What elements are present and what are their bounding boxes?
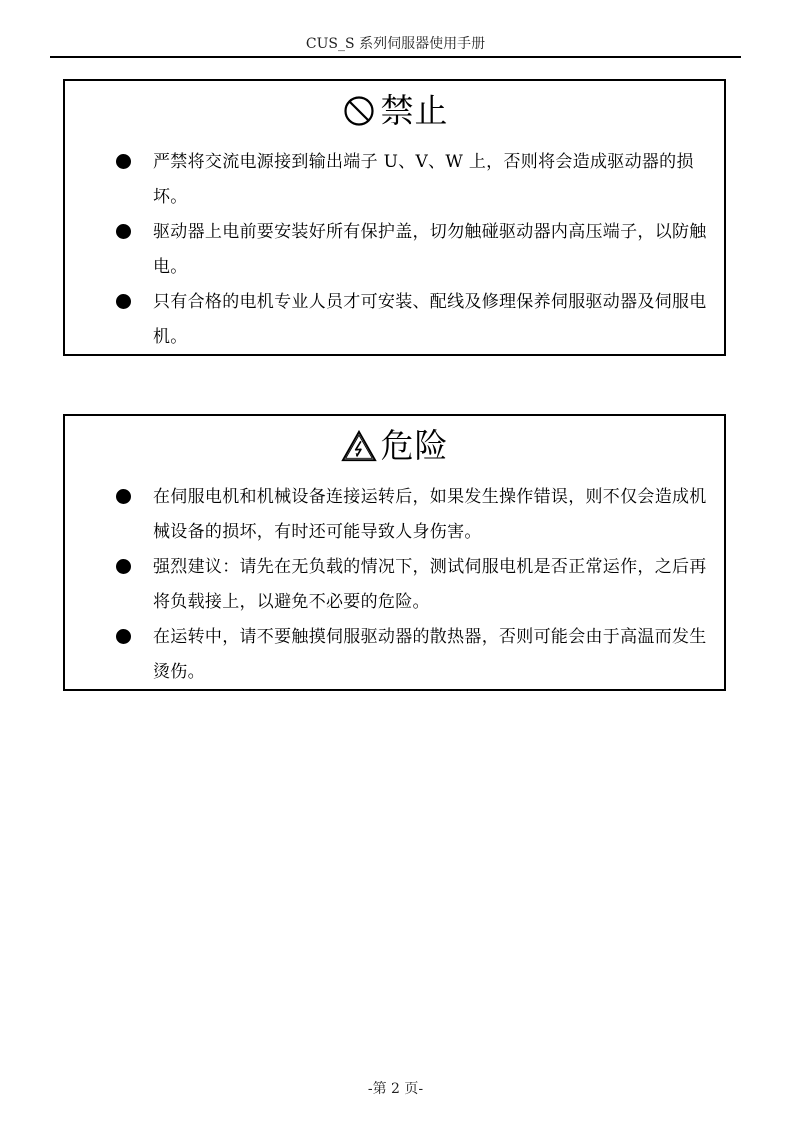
bullet-icon bbox=[116, 224, 131, 239]
prohibited-notice-box bbox=[63, 79, 726, 356]
bullet-icon bbox=[116, 559, 131, 574]
list-item-text: 严禁将交流电源接到输出端子 U、V、W 上，否则将会造成驱动器的损坏。 bbox=[153, 152, 694, 207]
list-item bbox=[65, 620, 724, 690]
danger-notice-box bbox=[63, 414, 726, 691]
list-item-text: 在伺服电机和机械设备连接运转后，如果发生操作错误，则不仅会造成机械设备的损坏，有时还可能导致人身伤害。 bbox=[153, 487, 707, 542]
bullet-icon bbox=[116, 629, 131, 644]
page-number: -第 2 页- bbox=[367, 1081, 424, 1097]
list-item-text: 强烈建议：请先在无负载的情况下，测试伺服电机是否正常运作，之后再将负载接上，以避免不必要的危险。 bbox=[153, 557, 707, 612]
bullet-icon bbox=[116, 294, 131, 309]
list-item bbox=[65, 480, 724, 550]
list-item bbox=[65, 550, 724, 620]
bullet-icon bbox=[116, 154, 131, 169]
bullet-icon bbox=[116, 489, 131, 504]
high-voltage-warning-icon bbox=[341, 428, 377, 464]
prohibited-heading bbox=[65, 89, 724, 133]
danger-title: 危险 bbox=[380, 426, 449, 465]
list-item-text: 在运转中，请不要触摸伺服驱动器的散热器，否则可能会由于高温而发生烫伤。 bbox=[153, 627, 707, 682]
list-item-text: 只有合格的电机专业人员才可安装、配线及修理保养伺服驱动器及伺服电机。 bbox=[153, 292, 707, 347]
list-item bbox=[65, 215, 724, 285]
danger-list bbox=[65, 480, 724, 690]
prohibited-title: 禁止 bbox=[380, 91, 449, 130]
list-item bbox=[65, 145, 724, 215]
header-rule bbox=[50, 56, 741, 58]
prohibited-list bbox=[65, 145, 724, 355]
prohibition-icon bbox=[341, 93, 377, 129]
list-item bbox=[65, 285, 724, 355]
page-header: CUS_S 系列伺服器使用手册 bbox=[305, 36, 486, 52]
danger-heading bbox=[65, 424, 724, 468]
list-item-text: 驱动器上电前要安装好所有保护盖，切勿触碰驱动器内高压端子，以防触电。 bbox=[153, 222, 707, 277]
